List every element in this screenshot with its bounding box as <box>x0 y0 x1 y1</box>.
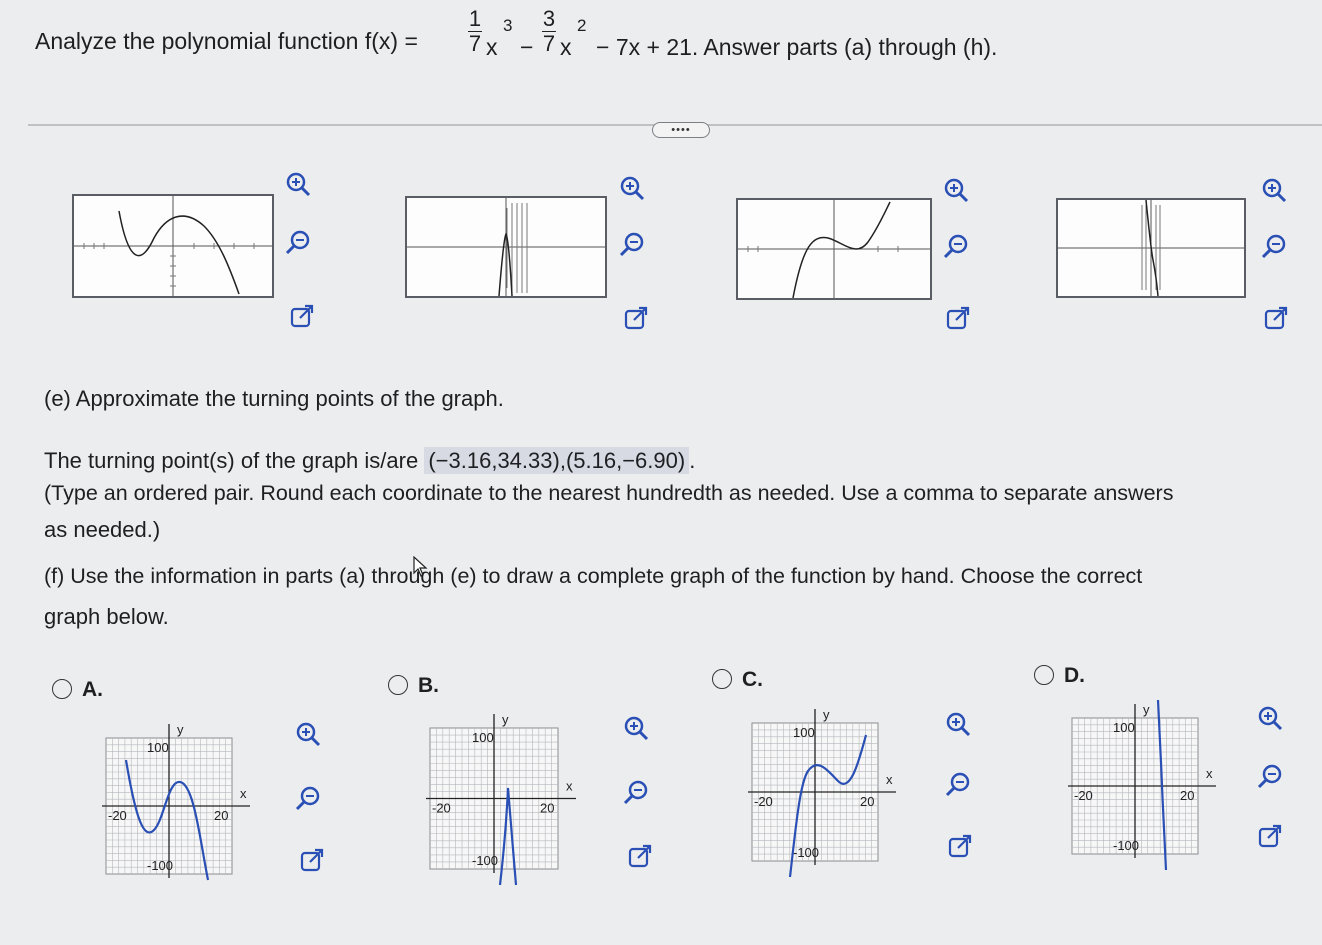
y-axis-top-label: 100 <box>1113 720 1135 735</box>
term1-variable: x <box>486 34 498 60</box>
zoom-out-icon[interactable] <box>1256 762 1284 790</box>
thumbnail-plot <box>407 198 605 296</box>
x-axis-name-label: x <box>886 772 893 787</box>
answer-prefix: The turning point(s) of the graph is/are <box>44 448 419 473</box>
part-e-hint-line1: (Type an ordered pair. Round each coordinate to the nearest hundredth as needed. Use a comma to separate answers <box>44 481 1174 505</box>
answer-suffix: . <box>689 448 696 473</box>
radio-button-icon[interactable] <box>388 675 408 695</box>
y-axis-name-label: y <box>502 712 509 727</box>
external-link-icon[interactable] <box>946 832 974 860</box>
external-link-icon[interactable] <box>1256 822 1284 850</box>
zoom-out-icon[interactable] <box>622 778 650 806</box>
question-suffix: − 7x + 21. Answer parts (a) through (h). <box>596 34 998 60</box>
external-link-icon[interactable] <box>944 304 972 332</box>
graph-thumbnail-1[interactable] <box>72 194 274 298</box>
x-axis-left-label: -20 <box>432 800 451 816</box>
part-f-line1: (f) Use the information in parts (a) through (e) to draw a complete graph of the function by hand. Choose the correct <box>44 564 1143 588</box>
y-axis-bottom-label: -100 <box>793 845 820 860</box>
y-axis-name-label: y <box>823 707 830 722</box>
zoom-in-icon[interactable] <box>618 174 646 202</box>
external-link-icon[interactable] <box>298 846 326 874</box>
zoom-out-icon[interactable] <box>1260 232 1288 260</box>
zoom-in-icon[interactable] <box>1260 176 1288 204</box>
x-axis-left-label: -20 <box>754 794 773 809</box>
graph-thumbnail-3[interactable] <box>736 198 932 300</box>
option-label: C. <box>742 668 763 691</box>
fraction-denominator: 7 <box>542 31 556 56</box>
zoom-in-icon[interactable] <box>1256 704 1284 732</box>
term2-exponent: 2 <box>577 16 587 35</box>
option-b-graph <box>420 710 592 885</box>
radio-button-icon[interactable] <box>1034 665 1054 685</box>
fraction-numerator: 3 <box>542 6 556 31</box>
fraction-numerator: 1 <box>468 6 482 31</box>
zoom-in-icon[interactable] <box>294 720 322 748</box>
zoom-in-icon[interactable] <box>284 170 312 198</box>
zoom-out-icon[interactable] <box>942 232 970 260</box>
zoom-in-icon[interactable] <box>942 176 970 204</box>
minus-sign: − <box>520 34 534 60</box>
option-label: D. <box>1064 664 1085 687</box>
radio-button-icon[interactable] <box>52 679 72 699</box>
part-e-prompt: (e) Approximate the turning points of the graph. <box>44 386 504 411</box>
option-c-graph <box>742 705 912 877</box>
thumbnail-plot <box>738 200 930 298</box>
external-link-icon[interactable] <box>288 302 316 330</box>
thumbnail-plot <box>1058 200 1244 296</box>
part-f-line2: graph below. <box>44 604 169 629</box>
y-axis-top-label: 100 <box>472 730 494 745</box>
zoom-out-icon[interactable] <box>294 784 322 812</box>
graph-thumbnail-2[interactable] <box>405 196 607 298</box>
question-prefix: Analyze the polynomial function f(x) = <box>35 28 418 54</box>
external-link-icon[interactable] <box>626 842 654 870</box>
thumbnail-plot <box>74 196 272 296</box>
y-axis-bottom-label: -100 <box>472 853 499 868</box>
x-axis-right-label: 20 <box>214 808 229 823</box>
x-axis-right-label: 20 <box>1180 788 1195 803</box>
x-axis-left-label: -20 <box>108 808 127 823</box>
graph-thumbnail-4[interactable] <box>1056 198 1246 298</box>
option-label: B. <box>418 674 439 697</box>
radio-button-icon[interactable] <box>712 669 732 689</box>
term1-exponent: 3 <box>503 16 513 35</box>
y-axis-name-label: y <box>1143 702 1150 717</box>
zoom-out-icon[interactable] <box>618 230 646 258</box>
y-axis-name-label: y <box>177 722 184 737</box>
zoom-in-icon[interactable] <box>622 714 650 742</box>
x-axis-left-label: -20 <box>1074 788 1093 803</box>
option-d-radio[interactable] <box>1034 664 1085 688</box>
option-a-radio[interactable] <box>52 678 103 702</box>
x-axis-name-label: x <box>240 786 247 801</box>
y-axis-bottom-label: -100 <box>1113 838 1140 853</box>
zoom-in-icon[interactable] <box>944 710 972 738</box>
more-button[interactable]: •••• <box>652 122 710 138</box>
option-label: A. <box>82 678 103 701</box>
option-b-radio[interactable] <box>388 674 439 698</box>
fraction-denominator: 7 <box>468 31 482 56</box>
y-axis-bottom-label: -100 <box>147 858 174 873</box>
x-axis-right-label: 20 <box>540 800 555 816</box>
y-axis-top-label: 100 <box>793 725 815 740</box>
option-d-graph <box>1062 700 1232 870</box>
option-c-radio[interactable] <box>712 668 763 692</box>
part-e-answer-line <box>44 448 695 474</box>
part-e-hint-line2: as needed.) <box>44 517 161 542</box>
x-axis-right-label: 20 <box>860 794 875 809</box>
zoom-out-icon[interactable] <box>284 228 312 256</box>
external-link-icon[interactable] <box>1262 304 1290 332</box>
x-axis-name-label: x <box>566 778 573 794</box>
fraction-three-sevenths <box>542 8 556 55</box>
y-axis-top-label: 100 <box>147 740 169 755</box>
term2-variable: x <box>560 34 572 60</box>
fraction-one-seventh <box>468 8 482 55</box>
external-link-icon[interactable] <box>622 304 650 332</box>
turning-points-answer-field[interactable]: (−3.16,34.33),(5.16,−6.90) <box>424 447 689 474</box>
option-a-graph <box>96 720 266 890</box>
zoom-out-icon[interactable] <box>944 770 972 798</box>
x-axis-name-label: x <box>1206 766 1213 781</box>
